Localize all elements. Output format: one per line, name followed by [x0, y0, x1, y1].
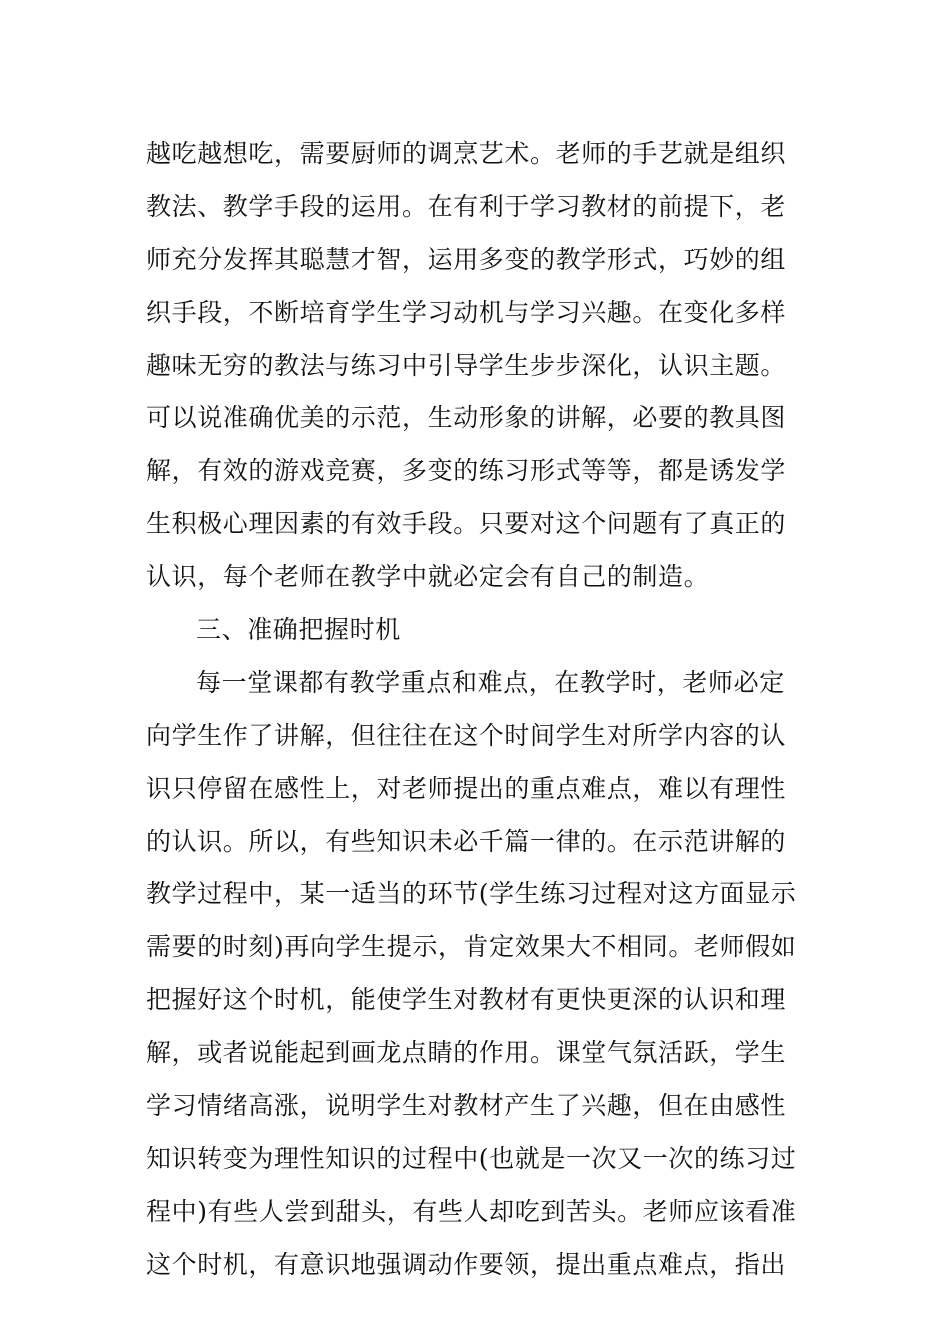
text-line: 程中)有些人尝到甜头，有些人却吃到苦头。老师应该看准	[146, 1196, 797, 1226]
text-line: 可以说准确优美的示范，生动形象的讲解，必要的教具图	[146, 403, 787, 433]
text-line: 把握好这个时机，能使学生对教材有更快更深的认识和理	[146, 985, 787, 1015]
text-line: 的认识。所以，有些知识未必千篇一律的。在示范讲解的	[146, 826, 787, 856]
text-line: 学习情绪高涨，说明学生对教材产生了兴趣，但在由感性	[146, 1091, 787, 1121]
text-line: 向学生作了讲解，但往往在这个时间学生对所学内容的认	[146, 720, 787, 750]
text-line: 趣味无穷的教法与练习中引导学生步步深化，认识主题。	[146, 350, 787, 380]
text-line: 需要的时刻)再向学生提示，肯定效果大不相同。老师假如	[146, 932, 797, 962]
text-line: 解，或者说能起到画龙点睛的作用。课堂气氛活跃，学生	[146, 1038, 787, 1068]
text-line: 认识，每个老师在教学中就必定会有自己的制造。	[146, 562, 710, 592]
text-line: 这个时机，有意识地强调动作要领，提出重点难点，指出	[146, 1249, 787, 1279]
text-line: 织手段，不断培育学生学习动机与学习兴趣。在变化多样	[146, 297, 787, 327]
text-line: 教法、教学手段的运用。在有利于学习教材的前提下，老	[146, 191, 787, 221]
text-line: 师充分发挥其聪慧才智，运用多变的教学形式，巧妙的组	[146, 244, 787, 274]
body-text	[146, 128, 806, 1292]
paragraph-start-line: 每一堂课都有教学重点和难点，在教学时，老师必定	[196, 667, 785, 697]
text-line: 知识转变为理性知识的过程中(也就是一次又一次的练习过	[146, 1143, 797, 1173]
section-heading: 三、准确把握时机	[196, 615, 401, 645]
text-line: 越吃越想吃，需要厨师的调烹艺术。老师的手艺就是组织	[146, 139, 787, 168]
text-line: 教学过程中，某一适当的环节(学生练习过程对这方面显示	[146, 879, 797, 909]
text-line: 识只停留在感性上，对老师提出的重点难点，难以有理性	[146, 773, 787, 803]
text-line: 解，有效的游戏竞赛，多变的练习形式等等，都是诱发学	[146, 456, 787, 486]
text-line: 生积极心理因素的有效手段。只要对这个问题有了真正的	[146, 509, 787, 539]
